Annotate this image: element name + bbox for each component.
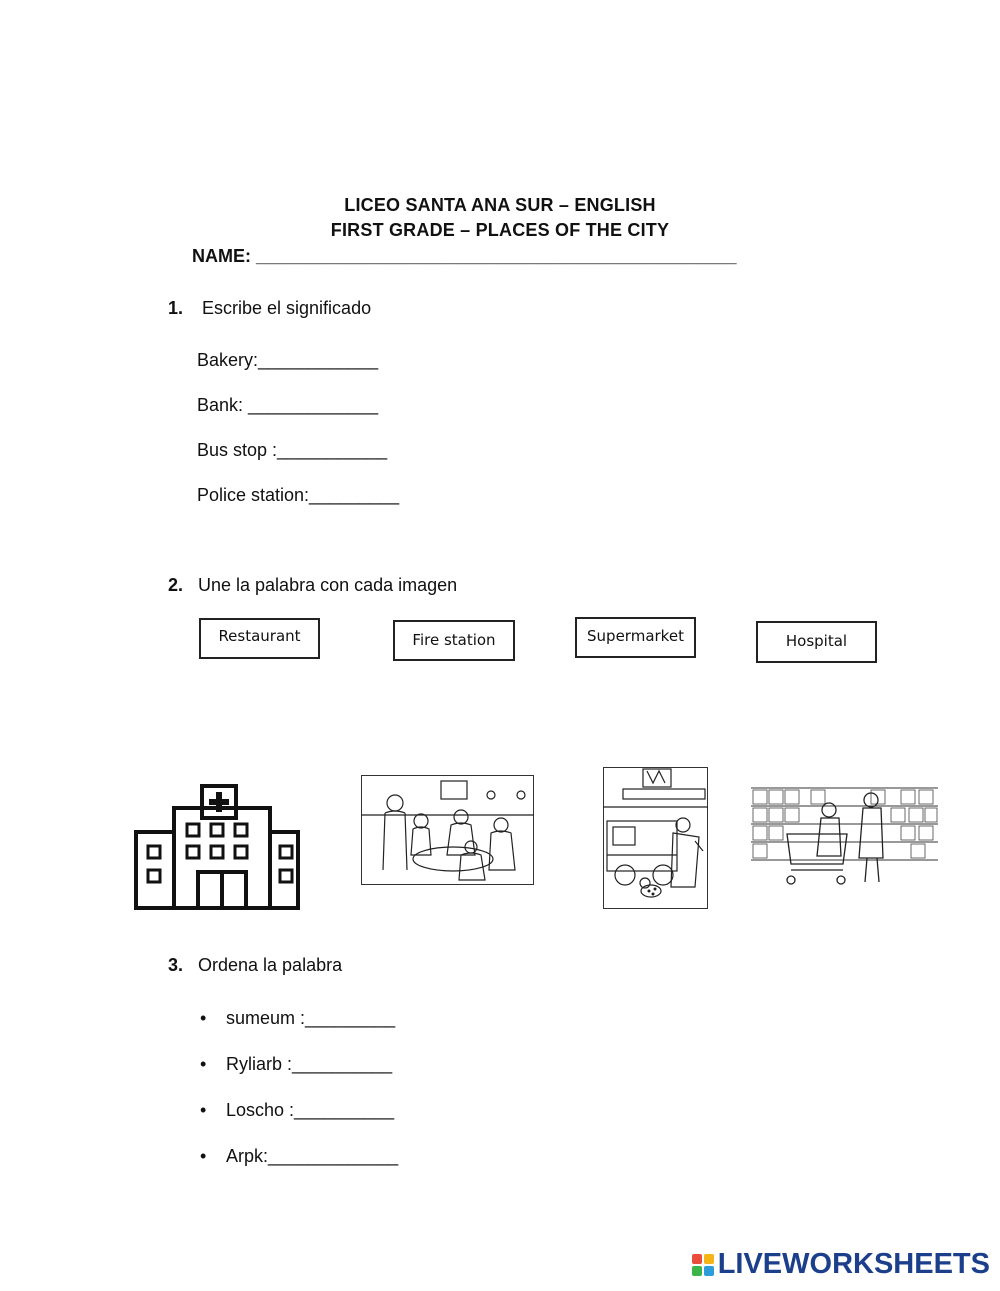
logo-block	[704, 1254, 714, 1264]
q3-item-4[interactable]	[200, 1146, 398, 1167]
question-2-number: 2.	[168, 575, 184, 595]
question-3	[168, 955, 342, 976]
question-1	[168, 298, 371, 319]
q1-item-bakery[interactable]: Bakery:____________	[197, 350, 379, 370]
logo-text: LIVEWORKSHEETS	[717, 1248, 990, 1280]
q1-item-police-station[interactable]: Police station:_________	[197, 485, 400, 505]
q3-item-1[interactable]	[200, 1008, 395, 1029]
logo-block	[704, 1266, 714, 1276]
q3-item-text: Ryliarb :__________	[226, 1054, 393, 1074]
bullet-icon: •	[200, 1008, 207, 1028]
q3-item-text: sumeum :_________	[226, 1008, 396, 1028]
question-2-instruction: Une la palabra con cada imagen	[198, 575, 458, 595]
word-box-restaurant[interactable]: Restaurant	[199, 618, 320, 659]
name-field[interactable]: NAME: ________________________________________________	[192, 246, 737, 266]
word-box-supermarket[interactable]: Supermarket	[575, 617, 696, 658]
q3-item-text: Loscho :__________	[226, 1100, 395, 1120]
question-3-number: 3.	[168, 955, 184, 975]
restaurant-illustration[interactable]	[361, 775, 534, 885]
bullet-icon: •	[200, 1146, 207, 1166]
bullet-icon: •	[200, 1054, 207, 1074]
word-box-fire-station[interactable]: Fire station	[393, 620, 515, 661]
question-2	[168, 575, 457, 596]
question-3-instruction: Ordena la palabra	[198, 955, 343, 975]
logo-block	[692, 1266, 702, 1276]
word-box-hospital[interactable]: Hospital	[756, 621, 877, 663]
supermarket-illustration[interactable]	[751, 778, 938, 886]
question-1-number: 1.	[168, 298, 184, 318]
q1-item-bank[interactable]: Bank: _____________	[197, 395, 379, 415]
logo-block	[692, 1254, 702, 1264]
q1-item-bus-stop[interactable]: Bus stop :___________	[197, 440, 388, 460]
q3-item-3[interactable]	[200, 1100, 394, 1121]
liveworksheets-logo[interactable]	[692, 1248, 990, 1281]
hospital-icon[interactable]	[132, 782, 298, 910]
bullet-icon: •	[200, 1100, 207, 1120]
q3-item-2[interactable]	[200, 1054, 392, 1075]
worksheet-subtitle: FIRST GRADE – PLACES OF THE CITY	[330, 220, 670, 240]
question-1-instruction: Escribe el significado	[202, 298, 372, 318]
fire-station-illustration[interactable]	[603, 767, 708, 909]
school-title: LICEO SANTA ANA SUR – ENGLISH	[344, 195, 656, 215]
q3-item-text: Arpk:_____________	[226, 1146, 399, 1166]
logo-blocks-icon	[692, 1254, 714, 1276]
